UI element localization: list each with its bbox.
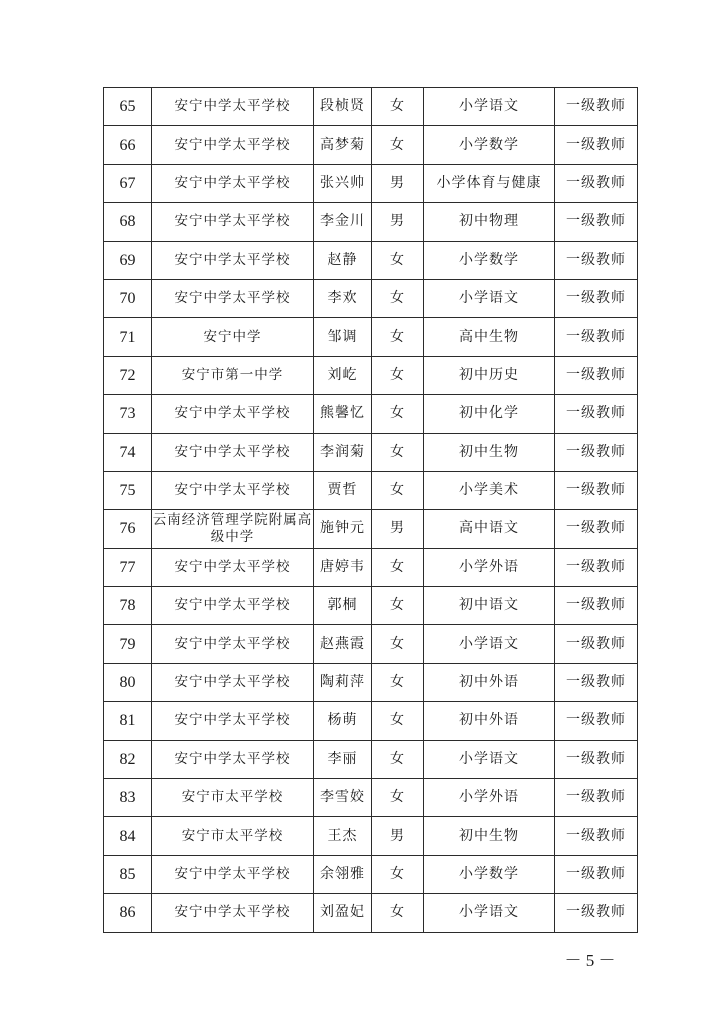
row-number: 79 [104, 625, 152, 663]
table-row [104, 587, 638, 625]
teacher-name-cell: 王杰 [314, 817, 372, 855]
subject-cell: 初中化学 [424, 395, 555, 433]
school-cell: 安宁中学太平学校 [152, 702, 314, 740]
table-row [104, 702, 638, 740]
school-cell: 安宁中学太平学校 [152, 894, 314, 932]
subject-cell: 高中生物 [424, 318, 555, 356]
teacher-name-cell: 李金川 [314, 203, 372, 241]
subject-cell: 小学语文 [424, 894, 555, 932]
teacher-name-cell: 施钟元 [314, 510, 372, 548]
school-cell: 安宁中学太平学校 [152, 663, 314, 701]
subject-cell: 初中历史 [424, 356, 555, 394]
gender-cell: 女 [372, 126, 424, 164]
gender-cell: 男 [372, 510, 424, 548]
table-row [104, 548, 638, 586]
title-cell: 一级教师 [555, 587, 638, 625]
school-cell: 安宁中学太平学校 [152, 471, 314, 509]
subject-cell: 小学语文 [424, 88, 555, 126]
teacher-name-cell: 余翎雅 [314, 855, 372, 893]
row-number: 65 [104, 88, 152, 126]
title-cell: 一级教师 [555, 855, 638, 893]
gender-cell: 女 [372, 356, 424, 394]
gender-cell: 女 [372, 279, 424, 317]
teacher-name-cell: 李欢 [314, 279, 372, 317]
gender-cell: 女 [372, 587, 424, 625]
title-cell: 一级教师 [555, 318, 638, 356]
teacher-roster-table [103, 87, 638, 933]
subject-cell: 初中生物 [424, 433, 555, 471]
school-cell: 安宁中学太平学校 [152, 203, 314, 241]
subject-cell: 小学语文 [424, 740, 555, 778]
row-number: 70 [104, 279, 152, 317]
title-cell: 一级教师 [555, 433, 638, 471]
page-number: － 5 － [564, 951, 616, 970]
subject-cell: 小学语文 [424, 625, 555, 663]
table-row [104, 510, 638, 548]
subject-cell: 小学外语 [424, 779, 555, 817]
row-number: 71 [104, 318, 152, 356]
school-cell: 安宁中学太平学校 [152, 88, 314, 126]
subject-cell: 初中物理 [424, 203, 555, 241]
row-number: 83 [104, 779, 152, 817]
school-cell: 云南经济管理学院附属高级中学 [152, 510, 314, 548]
teacher-name-cell: 李雪姣 [314, 779, 372, 817]
row-number: 75 [104, 471, 152, 509]
subject-cell: 初中生物 [424, 817, 555, 855]
table-row [104, 356, 638, 394]
table-row [104, 241, 638, 279]
title-cell: 一级教师 [555, 241, 638, 279]
school-cell: 安宁市第一中学 [152, 356, 314, 394]
teacher-name-cell: 段桢贤 [314, 88, 372, 126]
school-cell: 安宁中学太平学校 [152, 279, 314, 317]
subject-cell: 高中语文 [424, 510, 555, 548]
school-cell: 安宁中学太平学校 [152, 740, 314, 778]
table-row [104, 779, 638, 817]
row-number: 72 [104, 356, 152, 394]
teacher-name-cell: 唐婷韦 [314, 548, 372, 586]
gender-cell: 女 [372, 548, 424, 586]
title-cell: 一级教师 [555, 625, 638, 663]
subject-cell: 小学美术 [424, 471, 555, 509]
row-number: 78 [104, 587, 152, 625]
table-row [104, 625, 638, 663]
gender-cell: 女 [372, 471, 424, 509]
school-cell: 安宁市太平学校 [152, 779, 314, 817]
teacher-name-cell: 熊馨忆 [314, 395, 372, 433]
teacher-name-cell: 刘屹 [314, 356, 372, 394]
row-number: 80 [104, 663, 152, 701]
table-row [104, 164, 638, 202]
subject-cell: 小学外语 [424, 548, 555, 586]
school-cell: 安宁中学 [152, 318, 314, 356]
row-number: 66 [104, 126, 152, 164]
row-number: 67 [104, 164, 152, 202]
title-cell: 一级教师 [555, 279, 638, 317]
table-row [104, 395, 638, 433]
gender-cell: 女 [372, 433, 424, 471]
row-number: 69 [104, 241, 152, 279]
title-cell: 一级教师 [555, 663, 638, 701]
gender-cell: 女 [372, 779, 424, 817]
gender-cell: 男 [372, 817, 424, 855]
title-cell: 一级教师 [555, 471, 638, 509]
subject-cell: 初中外语 [424, 663, 555, 701]
school-cell: 安宁中学太平学校 [152, 164, 314, 202]
teacher-name-cell: 刘盈妃 [314, 894, 372, 932]
table-row [104, 894, 638, 932]
school-cell: 安宁中学太平学校 [152, 587, 314, 625]
school-cell: 安宁中学太平学校 [152, 126, 314, 164]
title-cell: 一级教师 [555, 702, 638, 740]
row-number: 84 [104, 817, 152, 855]
title-cell: 一级教师 [555, 395, 638, 433]
school-cell: 安宁中学太平学校 [152, 433, 314, 471]
gender-cell: 女 [372, 88, 424, 126]
gender-cell: 男 [372, 164, 424, 202]
gender-cell: 女 [372, 894, 424, 932]
row-number: 77 [104, 548, 152, 586]
teacher-name-cell: 郭桐 [314, 587, 372, 625]
table-row [104, 88, 638, 126]
title-cell: 一级教师 [555, 510, 638, 548]
row-number: 82 [104, 740, 152, 778]
subject-cell: 初中外语 [424, 702, 555, 740]
title-cell: 一级教师 [555, 740, 638, 778]
row-number: 85 [104, 855, 152, 893]
teacher-name-cell: 李丽 [314, 740, 372, 778]
row-number: 76 [104, 510, 152, 548]
school-cell: 安宁市太平学校 [152, 817, 314, 855]
title-cell: 一级教师 [555, 356, 638, 394]
table-row [104, 279, 638, 317]
teacher-name-cell: 高梦菊 [314, 126, 372, 164]
gender-cell: 女 [372, 740, 424, 778]
title-cell: 一级教师 [555, 203, 638, 241]
gender-cell: 女 [372, 663, 424, 701]
row-number: 73 [104, 395, 152, 433]
teacher-name-cell: 李润菊 [314, 433, 372, 471]
table-row [104, 663, 638, 701]
school-cell: 安宁中学太平学校 [152, 548, 314, 586]
title-cell: 一级教师 [555, 894, 638, 932]
gender-cell: 女 [372, 855, 424, 893]
row-number: 81 [104, 702, 152, 740]
gender-cell: 女 [372, 702, 424, 740]
gender-cell: 女 [372, 318, 424, 356]
table-row [104, 471, 638, 509]
table-row [104, 740, 638, 778]
gender-cell: 女 [372, 395, 424, 433]
school-cell: 安宁中学太平学校 [152, 625, 314, 663]
title-cell: 一级教师 [555, 779, 638, 817]
row-number: 86 [104, 894, 152, 932]
table-row [104, 433, 638, 471]
table-row [104, 126, 638, 164]
subject-cell: 小学数学 [424, 855, 555, 893]
title-cell: 一级教师 [555, 164, 638, 202]
title-cell: 一级教师 [555, 817, 638, 855]
table-row [104, 203, 638, 241]
school-cell: 安宁中学太平学校 [152, 855, 314, 893]
table-row [104, 855, 638, 893]
table-row [104, 817, 638, 855]
gender-cell: 女 [372, 625, 424, 663]
teacher-name-cell: 杨萌 [314, 702, 372, 740]
teacher-name-cell: 张兴帅 [314, 164, 372, 202]
teacher-name-cell: 赵燕霞 [314, 625, 372, 663]
roster-body [104, 88, 638, 933]
subject-cell: 小学数学 [424, 126, 555, 164]
school-cell: 安宁中学太平学校 [152, 241, 314, 279]
teacher-name-cell: 贾哲 [314, 471, 372, 509]
subject-cell: 小学体育与健康 [424, 164, 555, 202]
table-row [104, 318, 638, 356]
row-number: 74 [104, 433, 152, 471]
school-cell: 安宁中学太平学校 [152, 395, 314, 433]
teacher-name-cell: 陶莉萍 [314, 663, 372, 701]
subject-cell: 小学数学 [424, 241, 555, 279]
teacher-name-cell: 赵静 [314, 241, 372, 279]
title-cell: 一级教师 [555, 126, 638, 164]
gender-cell: 女 [372, 241, 424, 279]
title-cell: 一级教师 [555, 88, 638, 126]
teacher-name-cell: 邹调 [314, 318, 372, 356]
gender-cell: 男 [372, 203, 424, 241]
title-cell: 一级教师 [555, 548, 638, 586]
row-number: 68 [104, 203, 152, 241]
subject-cell: 初中语文 [424, 587, 555, 625]
subject-cell: 小学语文 [424, 279, 555, 317]
